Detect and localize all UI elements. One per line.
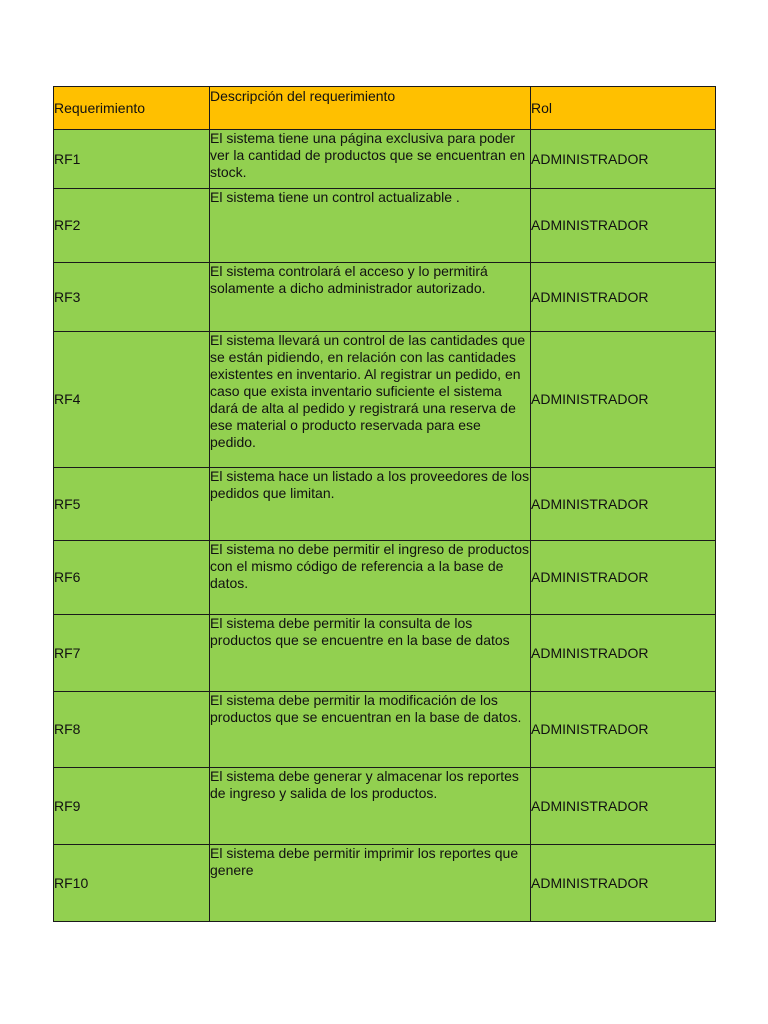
- requirement-id: RF1: [54, 130, 210, 189]
- requirement-role: ADMINISTRADOR: [531, 468, 716, 541]
- table-row: [54, 130, 716, 189]
- requirement-id: RF7: [54, 615, 210, 692]
- requirement-role: ADMINISTRADOR: [531, 692, 716, 768]
- requirement-role: ADMINISTRADOR: [531, 768, 716, 845]
- table-row: [54, 541, 716, 615]
- table-row: [54, 845, 716, 922]
- requirement-description-text: El sistema tiene un control actualizable .: [210, 189, 460, 205]
- requirement-id: RF3: [54, 263, 210, 332]
- requirement-role: ADMINISTRADOR: [531, 615, 716, 692]
- requirements-table: [53, 86, 716, 922]
- requirement-description: [210, 332, 531, 468]
- requirement-role: ADMINISTRADOR: [531, 189, 716, 263]
- table-row: [54, 768, 716, 845]
- requirement-role: ADMINISTRADOR: [531, 541, 716, 615]
- requirement-description: [210, 692, 531, 768]
- table-header-row: [54, 87, 716, 130]
- requirement-role: ADMINISTRADOR: [531, 332, 716, 468]
- table-row: [54, 332, 716, 468]
- requirement-description: [210, 768, 531, 845]
- requirement-id: RF5: [54, 468, 210, 541]
- requirement-description-text: El sistema no debe permitir el ingreso de productos con el mismo código de referencia a la base de datos.: [210, 541, 530, 591]
- requirement-description: [210, 541, 531, 615]
- requirement-role: ADMINISTRADOR: [531, 845, 716, 922]
- requirement-id: RF10: [54, 845, 210, 922]
- requirement-description-text: El sistema llevará un control de las cantidades que se están pidiendo, en relación con las cantidades existentes en inventario. Al registrar un pedido, en caso que exista inventario suficiente el sistema dará de alta al pedido y registrará una reserva de ese material o producto reservada para ese pedido.: [210, 332, 526, 450]
- requirement-description: [210, 845, 531, 922]
- requirement-id: RF6: [54, 541, 210, 615]
- requirement-description: [210, 130, 531, 189]
- requirement-id: RF4: [54, 332, 210, 468]
- requirement-role: ADMINISTRADOR: [531, 130, 716, 189]
- header-description-label: Descripción del requerimiento: [210, 88, 396, 104]
- header-role: Rol: [531, 87, 716, 130]
- table-row: [54, 263, 716, 332]
- header-requirement: Requerimiento: [54, 87, 210, 130]
- requirement-description: [210, 468, 531, 541]
- table-row: [54, 615, 716, 692]
- requirement-description-text: El sistema debe generar y almacenar los reportes de ingreso y salida de los productos.: [210, 768, 519, 801]
- requirement-description-text: El sistema tiene una página exclusiva para poder ver la cantidad de productos que se encuentran en stock.: [210, 130, 526, 180]
- table-row: [54, 189, 716, 263]
- requirement-description-text: El sistema debe permitir la consulta de los productos que se encuentre en la base de datos: [210, 615, 510, 648]
- requirement-id: RF9: [54, 768, 210, 845]
- requirement-description-text: El sistema debe permitir imprimir los reportes que genere: [210, 845, 519, 878]
- table-row: [54, 468, 716, 541]
- requirement-id: RF2: [54, 189, 210, 263]
- requirement-description-text: El sistema hace un listado a los proveedores de los pedidos que limitan.: [210, 468, 530, 501]
- requirement-role: ADMINISTRADOR: [531, 263, 716, 332]
- requirement-description: [210, 615, 531, 692]
- requirement-description: [210, 263, 531, 332]
- requirement-description-text: El sistema debe permitir la modificación de los productos que se encuentran en la base de datos.: [210, 692, 522, 725]
- requirement-description-text: El sistema controlará el acceso y lo permitirá solamente a dicho administrador autorizado.: [210, 263, 488, 296]
- table-row: [54, 692, 716, 768]
- requirement-id: RF8: [54, 692, 210, 768]
- requirement-description: [210, 189, 531, 263]
- header-description: [210, 87, 531, 130]
